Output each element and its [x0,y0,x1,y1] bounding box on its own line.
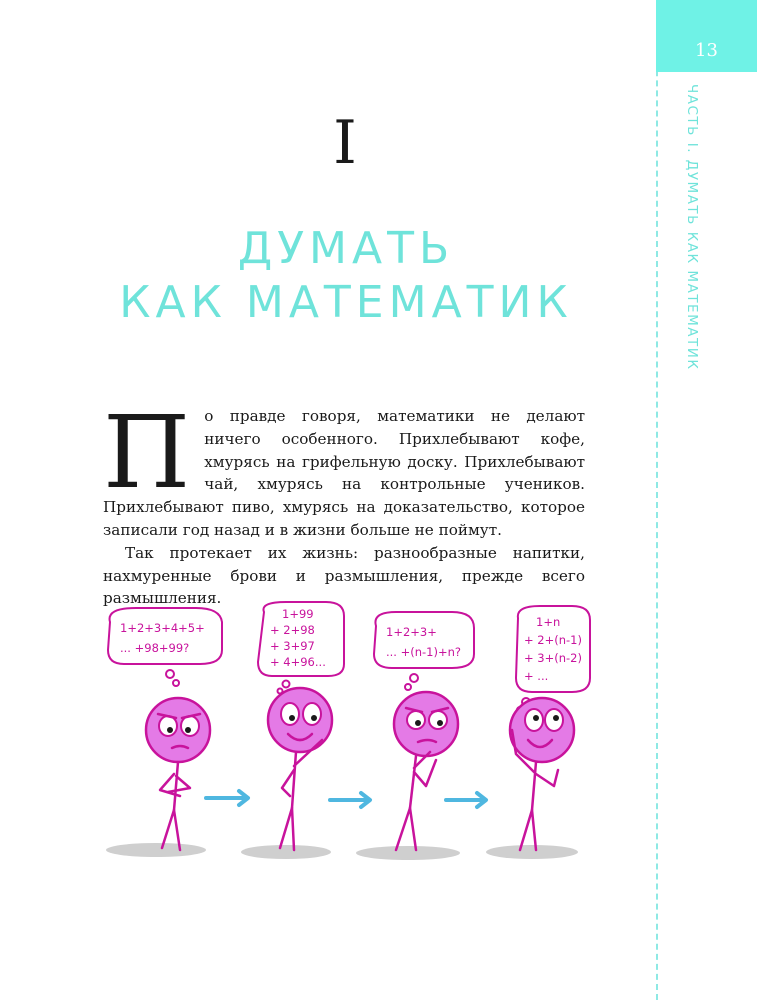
page-number-tab [656,0,757,72]
part-numeral: I [333,108,357,178]
stick-figure [510,698,574,850]
part-title [0,222,692,330]
ground-shadow [356,846,460,860]
arrow-icon [446,793,486,807]
part-title-line-1: ДУМАТЬ [237,223,455,274]
part-title-line-2: КАК МАТЕМАТИК [119,277,573,328]
body-text [103,394,585,610]
stick-figure [268,688,332,850]
ground-shadow [486,845,578,859]
page-number: 13 [695,40,718,61]
ground-shadow [106,843,206,857]
bubble-2-line-3: + 3+97 [270,639,315,653]
ground-shadow [241,845,331,859]
paragraph-1 [103,394,585,542]
illustration-svg [96,600,596,870]
bubble-4-line-1: 1+n [536,615,561,629]
bubble-1-line-1: 1+2+3+4+5+ [120,621,205,635]
arrow-icon [206,791,248,805]
drop-cap: П [103,394,191,511]
illustration [96,600,596,870]
bubble-4-line-4: + ... [524,669,549,683]
stick-figure [146,698,210,850]
bubble-2-line-1: 1+99 [282,607,314,621]
bubble-3-line-2: ... +(n-1)+n? [386,645,462,659]
bubble-2-line-4: + 4+96... [270,655,326,669]
arrow-icon [330,793,370,807]
bubble-1-line-2: ... +98+99? [120,641,190,655]
stick-figure [394,692,458,850]
paragraph-2: Так протекает их жизнь: разнообразные напитки, нахмуренные брови и размышления, прежде всего размышления. [103,543,585,608]
paragraph-1-text: о правде говоря, математики не делают ничего особенного. Прихлебывают кофе, хмурясь на грифельную доску. Прихлебывают чай, хмурясь на контрольные учеников. Прихлебывают пиво, хмурясь на доказательство, которое записали год назад и в жизни больше не поймут. [103,407,585,539]
bubble-3-line-1: 1+2+3+ [386,625,437,639]
bubble-4-line-3: + 3+(n-2) [524,651,582,665]
running-head-text: ЧАСТЬ I. ДУМАТЬ КАК МАТЕМАТИК [684,84,700,371]
bubble-2-line-2: + 2+98 [270,623,315,637]
bubble-4-line-2: + 2+(n-1) [524,633,582,647]
